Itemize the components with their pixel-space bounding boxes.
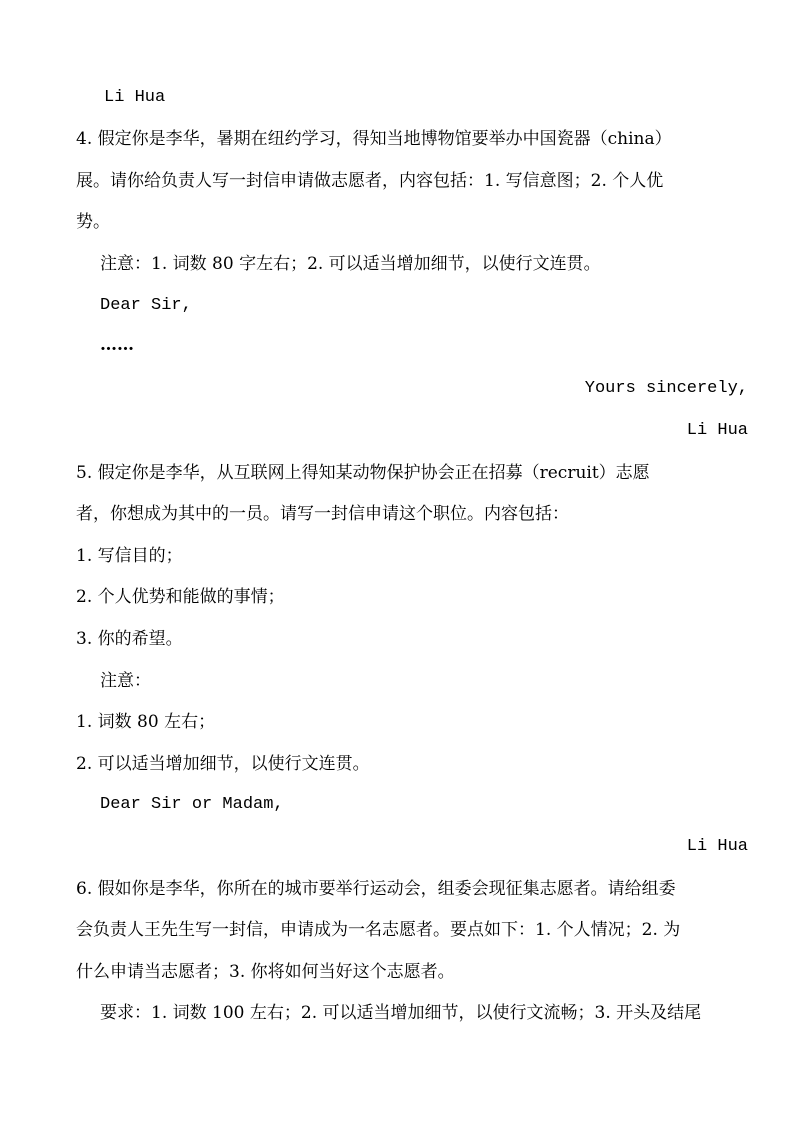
- question-6-requirements: 要求：1. 词数 100 左右；2. 可以适当增加细节，以使行文流畅；3. 开头及结尾: [100, 1003, 702, 1023]
- question-5-salutation: Dear Sir or Madam,: [100, 795, 284, 814]
- question-6-line-1: 6. 假如你是李华，你所在的城市要举行运动会，组委会现征集志愿者。请给组委: [76, 879, 676, 899]
- question-4-line-3: 势。: [76, 212, 110, 232]
- question-6-line-2: 会负责人王先生写一封信，申请成为一名志愿者。要点如下：1. 个人情况；2. 为: [76, 920, 681, 940]
- question-4-line-1: 4. 假定你是李华，暑期在纽约学习，得知当地博物馆要举办中国瓷器（china）: [76, 129, 672, 149]
- question-5-item-3: 3. 你的希望。: [76, 629, 183, 649]
- question-5-item-1: 1. 写信目的；: [76, 546, 183, 566]
- question-5-line-1: 5. 假定你是李华，从互联网上得知某动物保护协会正在招募（recruit）志愿: [76, 463, 650, 483]
- question-5-line-2: 者，你想成为其中的一员。请写一封信申请这个职位。内容包括：: [76, 504, 569, 524]
- question-5-note-label: 注意：: [100, 671, 151, 691]
- question-4-line-2: 展。请你给负责人写一封信申请做志愿者，内容包括：1. 写信意图；2. 个人优: [76, 171, 664, 191]
- question-4-salutation: Dear Sir,: [100, 296, 192, 315]
- question-5-note-2: 2. 可以适当增加细节，以使行文连贯。: [76, 754, 370, 774]
- question-4-note: 注意：1. 词数 80 字左右；2. 可以适当增加细节，以使行文连贯。: [100, 254, 601, 274]
- question-5-signature: Li Hua: [686, 837, 748, 856]
- question-6-line-3: 什么申请当志愿者；3. 你将如何当好这个志愿者。: [76, 962, 455, 982]
- question-4-closing: Yours sincerely,: [584, 379, 748, 398]
- question-4-signature: Li Hua: [686, 421, 748, 440]
- question-5-item-2: 2. 个人优势和能做的事情；: [76, 587, 285, 607]
- signature-top: Li Hua: [104, 88, 166, 107]
- question-5-note-1: 1. 词数 80 左右；: [76, 712, 216, 732]
- question-4-ellipsis: ……: [100, 335, 134, 355]
